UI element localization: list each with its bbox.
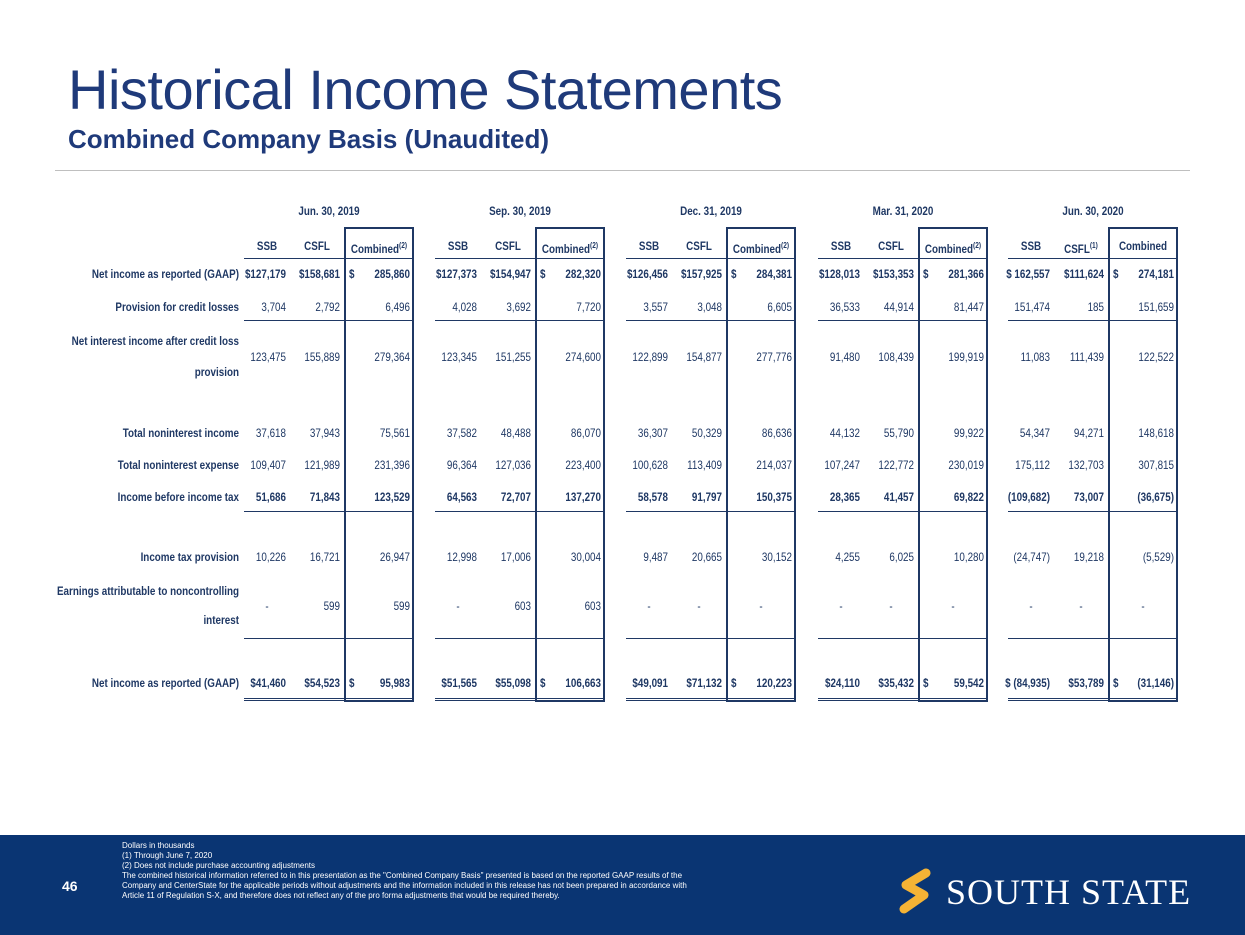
page-number: 46 [62, 878, 78, 894]
row-label: Total noninterest expense [117, 458, 239, 472]
currency-symbol: $ [923, 676, 929, 690]
table-cell: $111,624 [1064, 267, 1104, 281]
currency-symbol: $ [540, 267, 546, 281]
table-cell: 37,943 [309, 426, 340, 440]
column-header: CSFL [878, 239, 904, 253]
currency-symbol: $ [1113, 676, 1119, 690]
period-header: Sep. 30, 2019 [489, 204, 551, 218]
row-rule [244, 638, 414, 639]
table-cell: 100,628 [632, 458, 668, 472]
table-cell: 599 [323, 599, 340, 613]
table-cell: $ 162,557 [1006, 267, 1050, 281]
table-cell: - [1079, 599, 1083, 613]
table-cell: 123,345 [441, 350, 477, 364]
table-cell: 3,048 [697, 300, 722, 314]
table-cell: 48,488 [500, 426, 531, 440]
row-rule [818, 320, 988, 321]
table-cell: 44,914 [883, 300, 914, 314]
currency-symbol: $ [731, 676, 737, 690]
table-cell: 282,320 [565, 267, 601, 281]
south-state-s-icon [896, 867, 936, 917]
table-cell: $71,132 [686, 676, 722, 690]
column-header: Combined$^{(2)}$ [350, 241, 408, 256]
table-cell: $128,013 [818, 267, 860, 281]
table-cell: 11,083 [1020, 350, 1050, 364]
table-cell: 71,843 [309, 490, 340, 504]
table-cell: - [889, 599, 893, 613]
table-cell: - [1029, 599, 1033, 613]
footnote-line: Company and CenterState for the applicable periods without adjustments and the information included in this release has not been prepared in accordance with [122, 881, 687, 890]
row-label: Income tax provision [140, 550, 239, 564]
table-cell: 307,815 [1138, 458, 1174, 472]
page-title: Historical Income Statements [68, 58, 783, 121]
table-cell: 214,037 [756, 458, 792, 472]
table-cell: $127,373 [435, 267, 477, 281]
footnotes [122, 841, 892, 901]
table-cell: 155,889 [304, 350, 340, 364]
table-cell: 274,600 [565, 350, 601, 364]
table-cell: $24,110 [824, 676, 860, 690]
table-cell: 7,720 [576, 300, 601, 314]
table-cell: 599 [393, 599, 410, 613]
total-double-rule [1008, 698, 1178, 701]
footnote-line: Dollars in thousands [122, 841, 195, 850]
table-cell: 58,578 [637, 490, 668, 504]
column-header: CSFL [495, 239, 521, 253]
table-cell: 603 [584, 599, 601, 613]
table-cell: 55,790 [883, 426, 914, 440]
table-cell: 2,792 [315, 300, 340, 314]
currency-symbol: $ [349, 676, 355, 690]
table-cell: (31,146) [1137, 676, 1174, 690]
logo-text: SOUTH STATE [946, 872, 1192, 912]
table-cell: 185 [1087, 300, 1104, 314]
row-rule [435, 638, 605, 639]
table-cell: 279,364 [374, 350, 410, 364]
row-rule [1008, 320, 1178, 321]
table-cell: 223,400 [565, 458, 601, 472]
column-header: CSFL [686, 239, 712, 253]
table-cell: 148,618 [1138, 426, 1174, 440]
table-cell: 111,439 [1069, 350, 1104, 364]
table-cell: 91,480 [829, 350, 860, 364]
table-cell: $35,432 [878, 676, 914, 690]
table-cell: $153,353 [872, 267, 914, 281]
table-cell: 19,218 [1073, 550, 1104, 564]
column-header: Combined$^{(2)}$ [541, 241, 599, 256]
table-cell: $55,098 [495, 676, 531, 690]
table-cell: 230,019 [948, 458, 984, 472]
column-header: SSB [1020, 239, 1042, 253]
table-cell: 54,347 [1019, 426, 1050, 440]
table-cell: 75,561 [379, 426, 410, 440]
footnote-line: (2) Does not include purchase accounting adjustments [122, 861, 315, 870]
table-cell: 41,457 [883, 490, 914, 504]
table-cell: $157,925 [680, 267, 722, 281]
table-cell: 3,704 [261, 300, 286, 314]
column-header: Combined$^{(2)}$ [924, 241, 982, 256]
table-cell: 154,877 [686, 350, 722, 364]
table-cell: 37,582 [446, 426, 477, 440]
table-cell: $154,947 [489, 267, 531, 281]
footnote-marker: (2) [399, 241, 408, 250]
table-cell: - [951, 599, 955, 613]
table-cell: 51,686 [255, 490, 286, 504]
row-rule [818, 511, 988, 512]
row-label: Net income as reported (GAAP) [91, 676, 239, 690]
table-cell: $49,091 [632, 676, 668, 690]
total-double-rule [244, 698, 414, 701]
column-header: Combined [1118, 239, 1168, 253]
column-header: SSB [638, 239, 660, 253]
footnote-marker: (2) [590, 241, 599, 250]
period-header: Mar. 31, 2020 [872, 204, 934, 218]
table-cell: 603 [514, 599, 531, 613]
table-cell: $41,460 [250, 676, 286, 690]
row-rule [435, 511, 605, 512]
table-cell: 151,659 [1138, 300, 1174, 314]
total-double-rule [818, 698, 988, 701]
row-label: Net interest income after credit loss [71, 334, 239, 348]
column-header: SSB [830, 239, 852, 253]
table-cell: $126,456 [626, 267, 668, 281]
row-label: interest [203, 613, 239, 627]
table-cell: 28,365 [829, 490, 860, 504]
column-header: CSFL$^{(1)}$ [1064, 241, 1098, 256]
title-divider [55, 170, 1190, 171]
table-cell: - [456, 599, 460, 613]
table-cell: 86,636 [761, 426, 792, 440]
table-cell: 36,533 [829, 300, 860, 314]
table-cell: - [265, 599, 269, 613]
table-cell: 284,381 [756, 267, 792, 281]
table-cell: $51,565 [441, 676, 477, 690]
table-cell: 73,007 [1073, 490, 1104, 504]
table-cell: 86,070 [570, 426, 601, 440]
table-cell: 6,605 [767, 300, 792, 314]
table-cell: 4,028 [452, 300, 477, 314]
table-cell: 36,307 [637, 426, 668, 440]
column-header: SSB [256, 239, 278, 253]
table-cell: 175,112 [1015, 458, 1050, 472]
row-label: provision [194, 365, 239, 379]
table-cell: 277,776 [756, 350, 792, 364]
footnote-line: The combined historical information referred to in this presentation as the "Combined Company Basis" presented is based on the reported GAAP results of the [122, 871, 683, 880]
period-header: Jun. 30, 2020 [1062, 204, 1124, 218]
table-cell: 44,132 [829, 426, 860, 440]
currency-symbol: $ [731, 267, 737, 281]
table-cell: 285,860 [374, 267, 410, 281]
table-cell: 9,487 [643, 550, 668, 564]
table-cell: 122,522 [1138, 350, 1174, 364]
table-cell: 113,409 [687, 458, 722, 472]
table-cell: 94,271 [1073, 426, 1104, 440]
currency-symbol: $ [923, 267, 929, 281]
row-label: Provision for credit losses [115, 300, 239, 314]
table-cell: 64,563 [446, 490, 477, 504]
table-cell: 199,919 [948, 350, 984, 364]
south-state-logo [896, 867, 1191, 917]
row-label: Net income as reported (GAAP) [91, 267, 239, 281]
table-cell: 81,447 [953, 300, 984, 314]
table-cell: 95,983 [379, 676, 410, 690]
table-cell: 99,922 [953, 426, 984, 440]
table-cell: 281,366 [948, 267, 984, 281]
table-cell: $ (84,935) [1005, 676, 1050, 690]
table-cell: 3,692 [506, 300, 531, 314]
footnote-marker: (2) [781, 241, 790, 250]
table-cell: 50,329 [691, 426, 722, 440]
table-cell: $53,789 [1068, 676, 1104, 690]
period-header: Jun. 30, 2019 [298, 204, 360, 218]
table-cell: 16,721 [309, 550, 340, 564]
currency-symbol: $ [349, 267, 355, 281]
row-rule [626, 638, 796, 639]
table-cell: 72,707 [500, 490, 531, 504]
table-cell: 274,181 [1138, 267, 1174, 281]
table-cell: 3,557 [643, 300, 668, 314]
footnote-line: Article 11 of Regulation S-X, and therefore does not reflect any of the pro forma adjustments that would be required thereby. [122, 891, 560, 900]
table-cell: 12,998 [446, 550, 477, 564]
table-cell: 151,255 [495, 350, 531, 364]
table-cell: 106,663 [565, 676, 601, 690]
period-header: Dec. 31, 2019 [680, 204, 742, 218]
row-rule [818, 638, 988, 639]
column-header: Combined$^{(2)}$ [732, 241, 790, 256]
footnote-marker: (2) [973, 241, 982, 250]
table-cell: 6,496 [385, 300, 410, 314]
row-label: Income before income tax [117, 490, 239, 504]
table-cell: 127,036 [495, 458, 531, 472]
total-double-rule [435, 698, 605, 701]
row-rule [244, 320, 414, 321]
table-cell: 20,665 [691, 550, 722, 564]
footnote-marker: (1) [1089, 241, 1098, 250]
table-cell: 59,542 [953, 676, 984, 690]
row-rule [1008, 511, 1178, 512]
table-cell: 109,407 [250, 458, 286, 472]
footnote-line: (1) Through June 7, 2020 [122, 851, 213, 860]
table-cell: 151,474 [1014, 300, 1050, 314]
table-cell: 123,475 [250, 350, 286, 364]
total-double-rule [626, 698, 796, 701]
table-cell: 6,025 [889, 550, 914, 564]
table-cell: 122,899 [632, 350, 668, 364]
table-cell: - [697, 599, 701, 613]
table-cell: - [1141, 599, 1145, 613]
row-label: Total noninterest income [122, 426, 239, 440]
footer-bar [0, 835, 1245, 935]
table-cell: 37,618 [255, 426, 286, 440]
table-cell: (24,747) [1013, 550, 1050, 564]
table-cell: 137,270 [565, 490, 601, 504]
table-cell: 122,772 [878, 458, 914, 472]
table-cell: 132,703 [1068, 458, 1104, 472]
table-cell: 120,223 [756, 676, 792, 690]
table-cell: 107,247 [824, 458, 860, 472]
table-cell: (109,682) [1007, 490, 1050, 504]
currency-symbol: $ [540, 676, 546, 690]
page-subtitle: Combined Company Basis (Unaudited) [68, 124, 550, 154]
table-cell: 231,396 [374, 458, 410, 472]
table-cell: (5,529) [1142, 550, 1174, 564]
row-rule [626, 320, 796, 321]
table-cell: 96,364 [446, 458, 477, 472]
table-cell: - [839, 599, 843, 613]
table-cell: (36,675) [1137, 490, 1174, 504]
table-cell: 108,439 [878, 350, 914, 364]
table-cell: 26,947 [379, 550, 410, 564]
table-cell: $158,681 [298, 267, 340, 281]
table-cell: $127,179 [244, 267, 286, 281]
row-rule [626, 511, 796, 512]
table-cell: - [759, 599, 763, 613]
table-cell: 30,004 [570, 550, 601, 564]
row-rule [1008, 638, 1178, 639]
table-cell: 17,006 [500, 550, 531, 564]
table-cell: 91,797 [691, 490, 722, 504]
table-cell: 10,280 [953, 550, 984, 564]
row-rule [435, 320, 605, 321]
table-cell: $54,523 [304, 676, 340, 690]
row-label: Earnings attributable to noncontrolling [56, 584, 240, 598]
table-cell: 4,255 [835, 550, 860, 564]
row-rule [244, 511, 414, 512]
column-header: SSB [447, 239, 469, 253]
table-cell: 69,822 [953, 490, 984, 504]
currency-symbol: $ [1113, 267, 1119, 281]
table-cell: 121,989 [304, 458, 340, 472]
table-cell: 30,152 [761, 550, 792, 564]
table-cell: 123,529 [374, 490, 410, 504]
table-cell: 150,375 [756, 490, 792, 504]
table-cell: 10,226 [255, 550, 286, 564]
column-header: CSFL [304, 239, 330, 253]
table-cell: - [647, 599, 651, 613]
